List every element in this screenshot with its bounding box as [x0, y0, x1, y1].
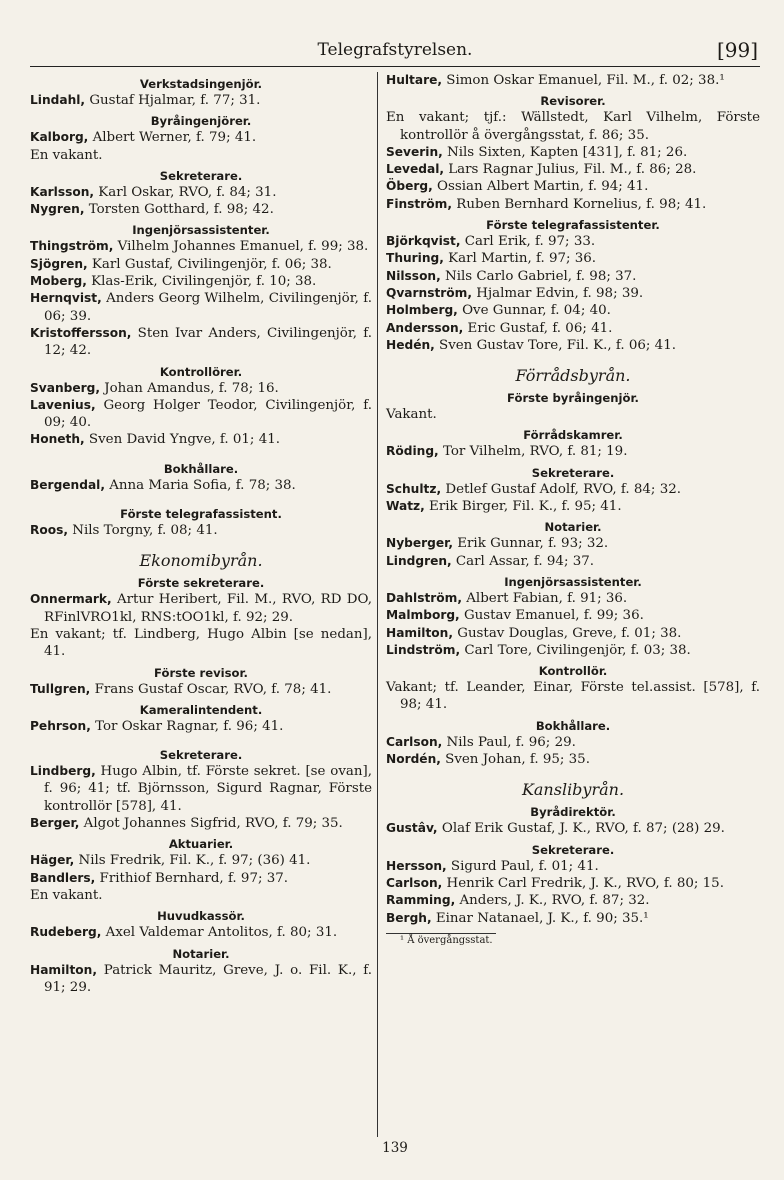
person-entry [30, 591, 372, 626]
surname: Lindahl, [30, 93, 86, 107]
person-entry [386, 820, 760, 837]
person-entry [30, 431, 372, 448]
surname: Ramming, [386, 893, 456, 908]
person-entry [386, 910, 760, 927]
position-heading: Ingenjörsassistenter. [132, 223, 270, 238]
surname: Finström, [386, 196, 452, 211]
surname: Honeth, [30, 432, 85, 447]
person-entry [386, 337, 760, 354]
surname: Bandlers, [30, 870, 96, 885]
person-entry [30, 852, 372, 869]
person-entry [30, 962, 372, 997]
entry-details: Lars Ragnar Julius, Fil. M., f. 86; 28. [444, 162, 697, 178]
left-column [30, 72, 372, 996]
person-entry [386, 285, 760, 302]
surname: Häger, [30, 853, 75, 868]
surname: Röding, [386, 444, 439, 459]
entry-details: Anders, J. K., RVO, f. 87; 32. [455, 893, 650, 909]
person-entry [386, 625, 760, 642]
person-entry [386, 406, 760, 423]
person-entry [386, 302, 760, 319]
person-entry [30, 681, 372, 698]
position-heading: Byråingenjörer. [150, 114, 252, 129]
person-entry [30, 201, 372, 218]
surname: Kristoffersson, [30, 325, 132, 340]
surname: Tullgren, [30, 681, 91, 696]
position-heading: Sekreterare. [159, 748, 243, 763]
entry-details: Johan Amandus, f. 78; 16. [99, 380, 279, 396]
person-entry [386, 734, 760, 751]
surname: Lavenius, [30, 397, 96, 412]
surname: Levedal, [386, 162, 444, 177]
person-entry [386, 144, 760, 161]
person-entry [30, 763, 372, 815]
column-divider [377, 72, 378, 1137]
person-entry [30, 256, 372, 273]
entry-details: Algot Johannes Sigfrid, RVO, f. 79; 35. [79, 816, 343, 832]
entry-details: Carl Assar, f. 94; 37. [451, 553, 595, 569]
person-entry [30, 92, 372, 109]
entry-details: Torsten Gotthard, f. 98; 42. [84, 202, 274, 218]
surname: Andersson, [386, 320, 464, 335]
person-entry [386, 607, 760, 624]
entry-details: Axel Valdemar Antolitos, f. 80; 31. [101, 925, 338, 941]
entry-details: Carl Erik, f. 97; 33. [460, 234, 596, 250]
entry-details: Vakant. [386, 407, 437, 423]
surname: Nordén, [386, 752, 441, 767]
entry-details: Sven Johan, f. 95; 35. [440, 752, 590, 768]
person-entry [30, 290, 372, 325]
surname: Moberg, [30, 274, 87, 289]
entry-details: Eric Gustaf, f. 06; 41. [463, 320, 613, 336]
position-heading: Huvudkassör. [157, 909, 245, 924]
surname: Hultare, [386, 73, 443, 87]
surname: Pehrson, [30, 718, 91, 733]
surname: Berger, [30, 816, 80, 831]
entry-details: Simon Oskar Emanuel, Fil. M., f. 02; 38.¹ [442, 73, 725, 88]
surname: Nilsson, [386, 268, 441, 283]
person-entry [386, 178, 760, 195]
entry-details: Ossian Albert Martin, f. 94; 41. [432, 179, 649, 195]
surname: Lindgren, [386, 553, 452, 568]
position-heading: Sekreterare. [531, 842, 615, 857]
position-heading: Sekreterare. [159, 168, 243, 183]
person-entry [30, 273, 372, 290]
person-entry [386, 196, 760, 213]
person-entry [386, 553, 760, 570]
entry-details: Anders Georg Wilhelm, Civilingenjör, f. 06; 39. [44, 291, 372, 324]
person-entry [386, 268, 760, 285]
surname: Qvarnström, [386, 285, 473, 300]
person-entry [386, 498, 760, 515]
entry-details: Karl Gustaf, Civilingenjör, f. 06; 38. [87, 256, 332, 272]
entry-details: Karl Martin, f. 97; 36. [443, 251, 597, 267]
person-entry [30, 397, 372, 432]
entry-details: Ruben Bernhard Kornelius, f. 98; 41. [451, 196, 707, 212]
spacer [30, 735, 372, 743]
person-entry [30, 887, 372, 904]
person-entry [30, 184, 372, 201]
entry-details: Georg Holger Teodor, Civilingenjör, f. 09; 40. [44, 397, 372, 431]
entry-details: Tor Vilhelm, RVO, f. 81; 19. [438, 444, 628, 460]
entry-details: Sten Ivar Anders, Civilingenjör, f. 12; 42. [44, 325, 372, 359]
surname: Hamilton, [30, 962, 97, 977]
surname: Schultz, [386, 481, 442, 496]
person-entry [30, 522, 372, 539]
footnote: ¹ Å övergångsstat. [400, 934, 493, 946]
person-entry [30, 718, 372, 735]
surname: Bergh, [386, 910, 432, 925]
person-entry [30, 129, 372, 146]
person-entry [30, 815, 372, 832]
person-entry [386, 858, 760, 875]
person-entry [386, 233, 760, 250]
page-header [30, 38, 760, 68]
entry-details: Nils Carlo Gabriel, f. 98; 37. [440, 268, 637, 284]
position-heading: Förste revisor. [154, 665, 248, 680]
person-entry [386, 161, 760, 178]
section-title: Kanslibyrån. [521, 780, 625, 800]
surname: Sjögren, [30, 256, 88, 271]
person-entry [386, 875, 760, 892]
entry-details: Carl Tore, Civilingenjör, f. 03; 38. [460, 642, 691, 658]
entry-details: Nils Sixten, Kapten [431], f. 81; 26. [442, 144, 688, 160]
surname: Severin, [386, 144, 443, 159]
position-heading: Aktuarier. [168, 837, 234, 852]
surname: Gustâv, [386, 821, 438, 836]
person-entry [30, 147, 372, 164]
person-entry [30, 325, 372, 360]
entry-details: Gustav Emanuel, f. 99; 36. [459, 608, 644, 624]
surname: Hersson, [386, 858, 447, 873]
section-title: Ekonomibyrån. [139, 551, 263, 571]
entry-details: Sven Gustav Tore, Fil. K., f. 06; 41. [434, 337, 676, 353]
entry-details: Einar Natanael, J. K., f. 90; 35.¹ [431, 910, 649, 926]
surname: Lindberg, [30, 764, 96, 779]
person-entry [30, 477, 372, 494]
entry-details: Nils Fredrik, Fil. K., f. 97; (36) 41. [74, 853, 311, 869]
position-heading: Kameralintendent. [139, 702, 263, 717]
surname: Dahlström, [386, 590, 462, 605]
page-number: 139 [382, 1140, 408, 1156]
position-heading: Förrådskamrer. [523, 428, 623, 443]
surname: Watz, [386, 499, 425, 514]
position-heading: Förste telegrafassistenter. [486, 218, 660, 233]
person-entry [386, 481, 760, 498]
person-entry [30, 380, 372, 397]
surname: Karlsson, [30, 184, 95, 199]
entry-details: Gustaf Hjalmar, f. 77; 31. [85, 93, 261, 108]
person-entry [386, 443, 760, 460]
header-rule [30, 66, 760, 67]
person-entry [386, 892, 760, 909]
header-title: Telegrafstyrelsen. [317, 40, 473, 60]
entry-details: Erik Gunnar, f. 93; 32. [452, 536, 609, 552]
person-entry [30, 238, 372, 255]
entry-details: Detlef Gustaf Adolf, RVO, f. 84; 32. [441, 481, 681, 497]
entry-details: Frithiof Bernhard, f. 97; 37. [95, 870, 289, 886]
person-entry [386, 109, 760, 144]
person-entry [386, 535, 760, 552]
entry-details: Albert Werner, f. 79; 41. [88, 130, 257, 146]
entry-details: Frans Gustaf Oscar, RVO, f. 78; 41. [90, 681, 332, 697]
position-heading: Förste telegrafassistent. [120, 507, 282, 522]
position-heading: Bokhållare. [535, 718, 611, 733]
person-entry [386, 590, 760, 607]
surname: Carlson, [386, 875, 443, 890]
entry-details: Vakant; tf. Leander, Einar, Förste tel.assist. [578], f. 98; 41. [386, 680, 760, 713]
surname: Roos, [30, 523, 69, 538]
surname: Lindström, [386, 642, 461, 657]
person-entry [386, 320, 760, 337]
position-heading: Kontrollörer. [159, 364, 243, 379]
surname: Thuring, [386, 251, 444, 266]
surname: Svanberg, [30, 380, 100, 395]
surname: Thingström, [30, 239, 114, 254]
person-entry [386, 250, 760, 267]
spacer [30, 449, 372, 457]
surname: Hernqvist, [30, 291, 102, 306]
entry-details: Nils Paul, f. 96; 29. [442, 734, 576, 750]
document-page [30, 0, 760, 1180]
entry-details: Erik Birger, Fil. K., f. 95; 41. [424, 499, 622, 515]
person-entry [386, 679, 760, 714]
position-heading: Förste sekreterare. [137, 576, 265, 591]
surname: Nyberger, [386, 536, 453, 551]
position-heading: Notarier. [544, 520, 602, 535]
right-column [386, 72, 760, 948]
position-heading: Byrådirektör. [530, 805, 616, 820]
position-heading: Notarier. [172, 946, 230, 961]
section-title: Förrådsbyrån. [515, 366, 631, 386]
entry-details: Olaf Erik Gustaf, J. K., RVO, f. 87; (28) 29. [437, 821, 725, 837]
surname: Hedén, [386, 337, 435, 352]
surname: Kalborg, [30, 130, 89, 145]
position-heading: Kontrollör. [538, 664, 608, 679]
entry-details: Sven David Yngve, f. 01; 41. [84, 432, 280, 448]
entry-details: Patrick Mauritz, Greve, J. o. Fil. K., f. 91; 29. [44, 962, 372, 995]
entry-details: Klas-Erik, Civilingenjör, f. 10; 38. [86, 274, 317, 290]
entry-details: En vakant. [30, 887, 103, 903]
entry-details: En vakant; tjf.: Wällstedt, Karl Vilhelm, Förste kontrollör å övergångsstat, f. 86; 35. [386, 110, 760, 143]
person-entry [30, 924, 372, 941]
surname: Malmborg, [386, 608, 460, 623]
spacer [30, 494, 372, 502]
entry-details: Tor Oskar Ragnar, f. 96; 41. [90, 718, 284, 734]
person-entry [386, 72, 760, 89]
entry-details: Vilhelm Johannes Emanuel, f. 99; 38. [113, 239, 369, 255]
surname: Onnermark, [30, 592, 112, 607]
entry-details: Anna Maria Sofia, f. 78; 38. [105, 477, 296, 493]
entry-details: Henrik Carl Fredrik, J. K., RVO, f. 80; 15. [442, 875, 724, 891]
position-heading: Bokhållare. [163, 461, 239, 476]
position-heading: Ingenjörsassistenter. [504, 574, 642, 589]
surname: Björkqvist, [386, 234, 461, 249]
entry-details: Sigurd Paul, f. 01; 41. [446, 858, 599, 874]
header-page-ref: [99] [716, 38, 758, 62]
position-heading: Revisorer. [540, 94, 606, 109]
person-entry [30, 870, 372, 887]
entry-details: En vakant. [30, 147, 103, 163]
entry-details: Karl Oskar, RVO, f. 84; 31. [94, 184, 277, 200]
surname: Hamilton, [386, 625, 453, 640]
surname: Nygren, [30, 202, 85, 217]
position-heading: Förste byråingenjör. [507, 391, 639, 406]
person-entry [30, 626, 372, 661]
position-heading: Sekreterare. [531, 465, 615, 480]
surname: Bergendal, [30, 477, 105, 492]
entry-details: Artur Heribert, Fil. M., RVO, RD DO, RFinlVRO1kl, RNS:tOO1kl, f. 92; 29. [44, 592, 372, 625]
surname: Rudeberg, [30, 925, 102, 940]
entry-details: Gustav Douglas, Greve, f. 01; 38. [452, 625, 682, 641]
entry-details: Albert Fabian, f. 91; 36. [462, 590, 628, 606]
surname: Carlson, [386, 734, 443, 749]
person-entry [386, 642, 760, 659]
position-heading: Verkstadsingenjör. [139, 77, 263, 91]
entry-details: Nils Torgny, f. 08; 41. [68, 523, 218, 539]
entry-details: En vakant; tf. Lindberg, Hugo Albin [se nedan], 41. [30, 626, 372, 660]
entry-details: Ove Gunnar, f. 04; 40. [457, 303, 611, 319]
entry-details: Hjalmar Edvin, f. 98; 39. [472, 285, 644, 301]
surname: Öberg, [386, 179, 433, 194]
surname: Holmberg, [386, 303, 458, 318]
entry-details: Hugo Albin, tf. Förste sekret. [se ovan], f. 96; 41; tf. Björnsson, Sigurd Ragnar, Förste kontrollör [578], 41. [44, 764, 372, 814]
person-entry [386, 751, 760, 768]
